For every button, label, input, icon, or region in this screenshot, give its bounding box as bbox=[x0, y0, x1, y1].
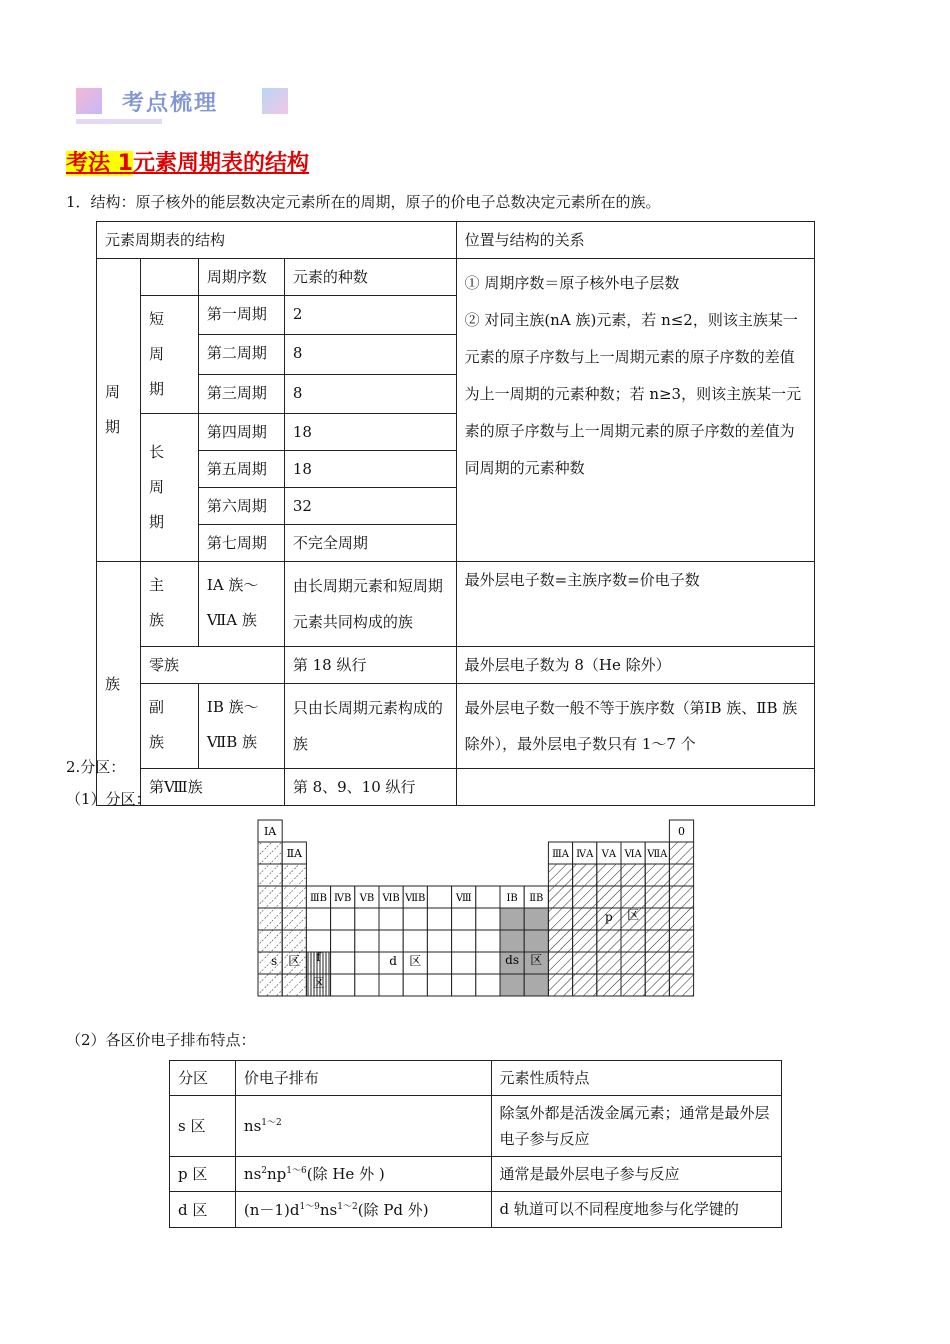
d-block-cell bbox=[355, 930, 379, 952]
p-block-cell bbox=[621, 930, 645, 952]
banner-decoration bbox=[76, 88, 102, 114]
s-block-cell bbox=[258, 930, 282, 952]
sub-group-relation: 最外层电子数一般不等于族序数（第ⅠB 族、ⅡB 族除外），最外层电子数只有 1～7 个 bbox=[456, 684, 814, 769]
d-block-cell bbox=[403, 974, 427, 996]
p-block-cell bbox=[597, 864, 621, 886]
period-count: 18 bbox=[284, 414, 456, 451]
viii-group-label: 第Ⅷ族 bbox=[140, 769, 284, 806]
main-group-range: ⅠA 族～ⅦA 族 bbox=[198, 562, 284, 647]
p-block-cell bbox=[621, 886, 645, 908]
group-label-iiia: ⅢA bbox=[552, 849, 569, 860]
s-block-cell bbox=[258, 842, 282, 864]
ds-block-cell bbox=[524, 930, 548, 952]
period-name: 第四周期 bbox=[198, 414, 284, 451]
d-block-cell bbox=[331, 952, 355, 974]
p-block-label: p bbox=[605, 910, 613, 924]
zone-cell: d 区 bbox=[170, 1192, 236, 1228]
sub-group-label: 副族 bbox=[140, 684, 198, 769]
d-block-cell bbox=[452, 974, 476, 996]
zone-cell: p 区 bbox=[170, 1157, 236, 1192]
period-name: 第三周期 bbox=[198, 374, 284, 413]
d-block-label: d bbox=[389, 954, 397, 968]
p-block-cell bbox=[548, 886, 572, 908]
s-block-cell bbox=[258, 908, 282, 930]
zero-group-label: 零族 bbox=[140, 647, 284, 684]
col-element-count: 元素的种数 bbox=[284, 259, 456, 296]
ds-block-label-qu: 区 bbox=[530, 953, 543, 967]
feature-cell: 除氢外都是活泼金属元素；通常是最外层电子参与反应 bbox=[491, 1096, 782, 1157]
d-block-cell bbox=[427, 908, 451, 930]
banner-decoration bbox=[262, 88, 288, 114]
p-block-cell bbox=[669, 842, 693, 864]
group-label-iib: ⅡB bbox=[529, 893, 544, 904]
d-block-cell bbox=[379, 908, 403, 930]
d-block-cell bbox=[476, 930, 500, 952]
zone-cell: s 区 bbox=[170, 1096, 236, 1157]
p-block-cell bbox=[597, 930, 621, 952]
main-group-label: 主族 bbox=[140, 562, 198, 647]
d-block-cell bbox=[427, 974, 451, 996]
p-block-cell bbox=[669, 864, 693, 886]
relation-1: ① 周期序数＝原子核外电子层数 bbox=[464, 274, 680, 292]
p-block-cell bbox=[573, 930, 597, 952]
group-label-viia: ⅦA bbox=[647, 849, 668, 860]
group-label-viii: Ⅷ bbox=[455, 893, 472, 904]
paragraph-blocks-1: （1）分区： bbox=[66, 790, 151, 808]
ds-block-cell bbox=[524, 974, 548, 996]
p-block-cell bbox=[669, 974, 693, 996]
banner-underline bbox=[76, 119, 162, 124]
s-block-label-qu: 区 bbox=[288, 954, 301, 968]
period-count: 8 bbox=[284, 335, 456, 374]
period-relation-cell bbox=[456, 259, 814, 562]
blank-cell bbox=[140, 259, 198, 296]
period-name: 第二周期 bbox=[198, 335, 284, 374]
p-block-cell bbox=[621, 974, 645, 996]
d-block-cell bbox=[476, 908, 500, 930]
p-block-cell bbox=[573, 952, 597, 974]
group-label-cell bbox=[476, 886, 500, 908]
feature-cell: 通常是最外层电子参与反应 bbox=[491, 1157, 782, 1192]
s-block-cell bbox=[258, 864, 282, 886]
period-label: 周期 bbox=[97, 259, 141, 562]
period-name: 第七周期 bbox=[198, 525, 284, 562]
d-block-cell bbox=[476, 974, 500, 996]
s-block-cell bbox=[282, 864, 306, 886]
long-period-label: 长周期 bbox=[140, 414, 198, 562]
p-block-cell bbox=[645, 864, 669, 886]
periodic-table-blocks bbox=[256, 818, 696, 1012]
p-block-cell bbox=[645, 952, 669, 974]
d-block-cell bbox=[355, 952, 379, 974]
group-label-vb: ⅤB bbox=[359, 893, 375, 904]
heading-prefix: 考法 1 bbox=[66, 151, 133, 176]
d-block-cell bbox=[379, 974, 403, 996]
p-block-cell bbox=[573, 864, 597, 886]
group-label-ib: ⅠB bbox=[506, 893, 518, 904]
d-block-cell bbox=[452, 930, 476, 952]
short-period-label: 短周期 bbox=[140, 296, 198, 414]
p-block-cell bbox=[645, 908, 669, 930]
p-block-cell bbox=[669, 930, 693, 952]
section-banner bbox=[76, 86, 292, 126]
p-block-cell bbox=[548, 974, 572, 996]
config-table bbox=[169, 1060, 782, 1228]
group-label-ia: ⅠA bbox=[263, 825, 277, 838]
d-block-cell bbox=[403, 930, 427, 952]
d-block-cell bbox=[331, 908, 355, 930]
viii-group-relation bbox=[456, 769, 814, 806]
p-block-cell bbox=[597, 886, 621, 908]
s-block-cell bbox=[282, 930, 306, 952]
d-block-cell bbox=[403, 908, 427, 930]
relation-2: ② 对同主族(nA 族)元素，若 n≤2，则该主族某一元素的原子序数与上一周期元素的原子序数的差值为上一周期的元素种数；若 n≥3，则该主族某一元素的原子序数与上一周期元素的原子序数的差值为同周期的元素种数 bbox=[464, 311, 802, 477]
period-count: 2 bbox=[284, 296, 456, 335]
config-cell: $(n-1)d^{1\sim 9}ns^{1\sim 2}$(除 Pd 外) bbox=[235, 1192, 491, 1228]
banner-title: 考点梳理 bbox=[122, 91, 219, 116]
ds-block-cell bbox=[500, 930, 524, 952]
d-block-cell bbox=[452, 908, 476, 930]
heading-title: 元素周期表的结构 bbox=[132, 151, 309, 176]
paragraph-config: （2）各区价电子排布特点： bbox=[66, 1031, 256, 1049]
header-config: 价电子排布 bbox=[235, 1061, 491, 1096]
group-label-vib: ⅥB bbox=[382, 893, 400, 904]
paragraph-blocks: 2.分区： bbox=[66, 758, 126, 776]
d-block-cell bbox=[379, 930, 403, 952]
p-block-cell bbox=[548, 952, 572, 974]
s-block-cell bbox=[282, 974, 306, 996]
group-label: 族 bbox=[97, 562, 141, 806]
paragraph-structure: 1．结构：原子核外的能层数决定元素所在的周期，原子的价电子总数决定元素所在的族。 bbox=[66, 193, 661, 211]
f-block-label-qu: 区 bbox=[312, 976, 325, 990]
d-block-cell bbox=[427, 952, 451, 974]
period-count: 18 bbox=[284, 451, 456, 488]
p-block-cell bbox=[548, 864, 572, 886]
group-label-viib: ⅦB bbox=[405, 893, 426, 904]
group-label-cell bbox=[427, 886, 451, 908]
header-feature: 元素性质特点 bbox=[491, 1061, 782, 1096]
p-block-cell bbox=[621, 864, 645, 886]
d-block-cell bbox=[331, 974, 355, 996]
d-block-cell bbox=[306, 908, 330, 930]
f-block-label: f bbox=[316, 950, 321, 964]
col-period-no: 周期序数 bbox=[198, 259, 284, 296]
structure-table bbox=[96, 221, 815, 806]
d-block-cell bbox=[355, 974, 379, 996]
period-name: 第六周期 bbox=[198, 488, 284, 525]
p-block-cell bbox=[548, 930, 572, 952]
table-header-left: 元素周期表的结构 bbox=[97, 222, 457, 259]
p-block-cell bbox=[645, 974, 669, 996]
group-label-iva: ⅣA bbox=[576, 849, 594, 860]
s-block-label: s bbox=[271, 954, 278, 968]
d-block-cell bbox=[452, 952, 476, 974]
p-block-cell bbox=[669, 952, 693, 974]
ds-block-cell bbox=[500, 974, 524, 996]
main-group-relation: 最外层电子数=主族序数=价电子数 bbox=[456, 562, 814, 647]
period-count: 8 bbox=[284, 374, 456, 413]
group-label-va: ⅤA bbox=[601, 849, 617, 860]
p-block-cell bbox=[597, 974, 621, 996]
group-label-iiib: ⅢB bbox=[310, 893, 327, 904]
p-block-cell bbox=[645, 886, 669, 908]
section-heading bbox=[66, 146, 309, 177]
header-zone: 分区 bbox=[170, 1061, 236, 1096]
feature-cell: d 轨道可以不同程度地参与化学键的 bbox=[491, 1192, 782, 1228]
group-label-ivb: ⅣB bbox=[334, 893, 352, 904]
d-block-cell bbox=[427, 930, 451, 952]
s-block-cell bbox=[282, 908, 306, 930]
d-block-cell bbox=[331, 930, 355, 952]
group-label-via: ⅥA bbox=[624, 849, 642, 860]
p-block-cell bbox=[621, 952, 645, 974]
d-block-cell bbox=[355, 908, 379, 930]
d-block-cell bbox=[306, 930, 330, 952]
s-block-cell bbox=[258, 974, 282, 996]
p-block-cell bbox=[597, 952, 621, 974]
period-count: 32 bbox=[284, 488, 456, 525]
config-cell: $ns^2np^{1\sim 6}$(除 He 外 ) bbox=[235, 1157, 491, 1192]
ds-block-cell bbox=[524, 908, 548, 930]
zero-group-relation: 最外层电子数为 8（He 除外） bbox=[456, 647, 814, 684]
period-count: 不完全周期 bbox=[284, 525, 456, 562]
group-label-iia: ⅡA bbox=[286, 847, 303, 860]
main-group-desc: 由长周期元素和短周期元素共同构成的族 bbox=[284, 562, 456, 647]
p-block-cell bbox=[645, 930, 669, 952]
zero-group-desc: 第 18 纵行 bbox=[284, 647, 456, 684]
sub-group-range: ⅠB 族～ⅦB 族 bbox=[198, 684, 284, 769]
ds-block-cell bbox=[500, 908, 524, 930]
sub-group-desc: 只由长周期元素构成的族 bbox=[284, 684, 456, 769]
d-block-cell bbox=[476, 952, 500, 974]
p-block-cell bbox=[669, 886, 693, 908]
group-label-zero: 0 bbox=[678, 825, 685, 838]
s-block-cell bbox=[282, 886, 306, 908]
p-block-label-qu: 区 bbox=[627, 908, 640, 922]
d-block-label-qu: 区 bbox=[409, 954, 422, 968]
p-block-cell bbox=[669, 908, 693, 930]
viii-group-desc: 第 8、9、10 纵行 bbox=[284, 769, 456, 806]
p-block-cell bbox=[573, 974, 597, 996]
ds-block-label: ds bbox=[505, 953, 520, 967]
p-block-cell bbox=[573, 886, 597, 908]
table-header-right: 位置与结构的关系 bbox=[456, 222, 814, 259]
s-block-cell bbox=[258, 886, 282, 908]
period-name: 第五周期 bbox=[198, 451, 284, 488]
p-block-cell bbox=[548, 908, 572, 930]
period-name: 第一周期 bbox=[198, 296, 284, 335]
p-block-cell bbox=[573, 908, 597, 930]
config-cell: $ns^{1\sim 2}$ bbox=[235, 1096, 491, 1157]
